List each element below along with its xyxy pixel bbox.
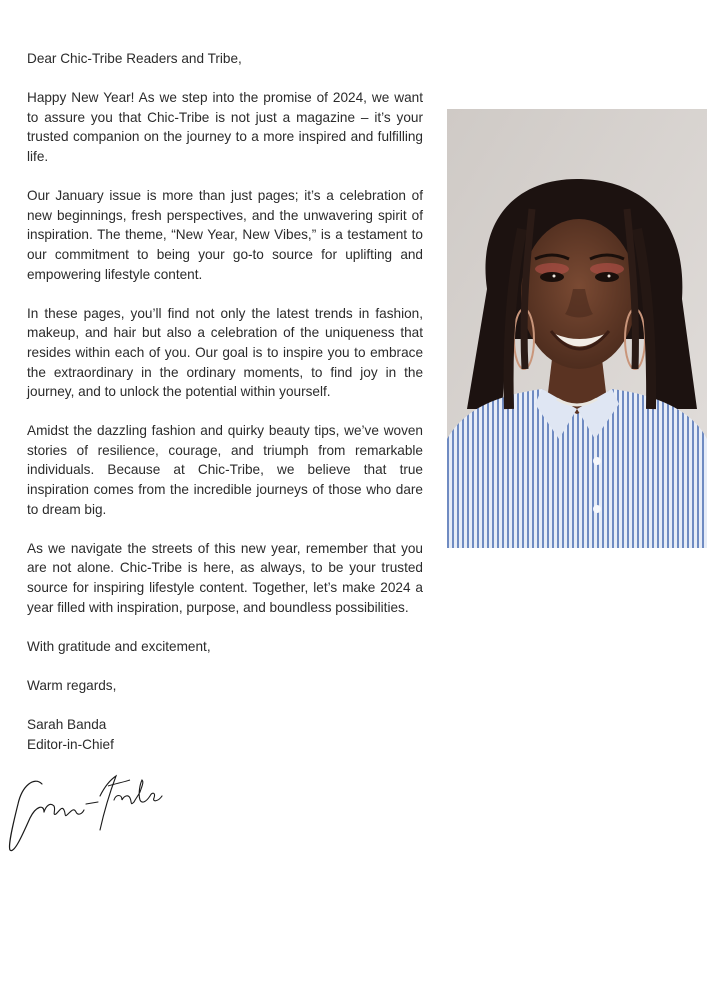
letter-paragraph-3: In these pages, you’ll find not only the latest trends in fashion, makeup, and hair but also a celebration of the uniqueness that resides within each of you. Our goal is to inspire you to embrace the extraordinary in the ordinary moments, to find joy in the journey, and to unlock the potential within yourself. <box>27 305 423 400</box>
signer-block <box>27 715 423 754</box>
chic-tribe-signature <box>4 766 164 858</box>
letter-closing-gratitude: With gratitude and excitement, <box>27 638 211 654</box>
letter-paragraph-4: Amidst the dazzling fashion and quirky beauty tips, we’ve woven stories of resilience, courage, and triumph from remarkable individuals. Because at Chic-Tribe, we believe that true inspiration comes from the incredible journeys of those who dare to dream big. <box>27 423 423 517</box>
signer-title: Editor-in-Chief <box>27 736 114 752</box>
editor-portrait-photo <box>447 109 707 548</box>
letter-salutation: Dear Chic-Tribe Readers and Tribe, <box>27 51 242 66</box>
editor-letter <box>27 49 423 754</box>
letter-closing-regards: Warm regards, <box>27 678 117 693</box>
letter-paragraph-1: Happy New Year! As we step into the promise of 2024, we want to assure you that Chic-Tribe is not just a magazine – it’s your trusted companion on the journey to a more inspired and fulfilling life. <box>27 90 423 164</box>
letter-paragraph-5: As we navigate the streets of this new year, remember that you are not alone. Chic-Tribe is here, as always, to be your trusted source for inspiring lifestyle content. Together, let’s make 2024 a year filled with inspiration, purpose, and boundless possibilities. <box>27 540 423 615</box>
letter-paragraph-2: Our January issue is more than just pages; it’s a celebration of new beginnings, fresh perspectives, and the unwavering spirit of inspiration. The theme, “New Year, New Vibes,” is a testament to our commitment to being your go-to source for uplifting and empowering lifestyle content. <box>27 188 423 282</box>
signer-name: Sarah Banda <box>27 717 107 733</box>
